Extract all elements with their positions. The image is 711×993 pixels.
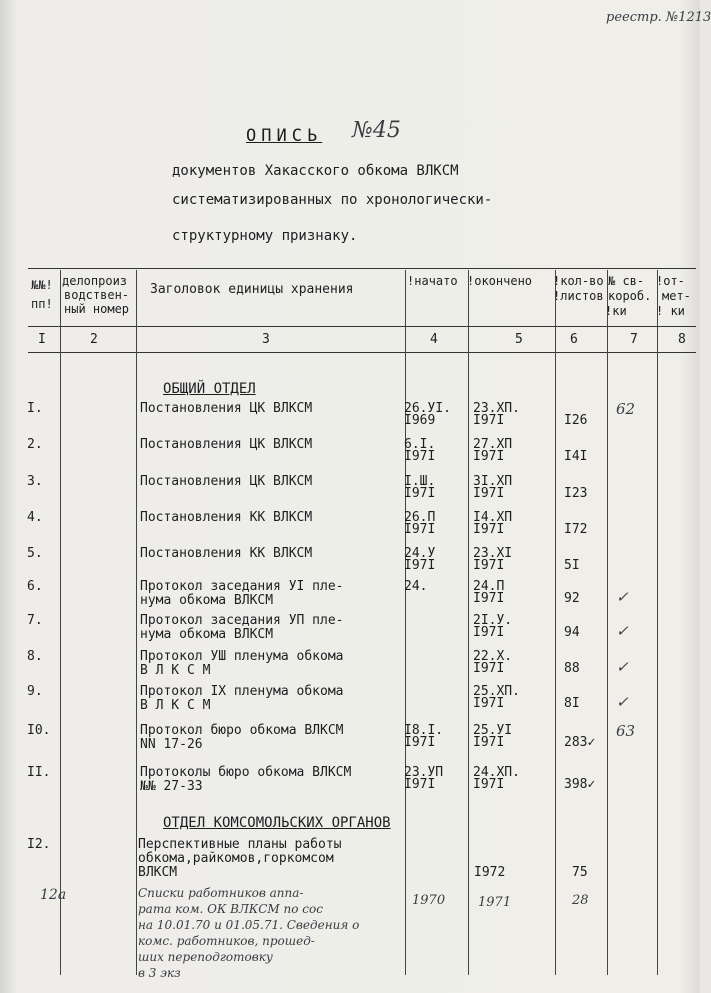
row-number: II. <box>27 765 51 780</box>
row-number: 6. <box>27 579 43 594</box>
row12-title-3: ВЛКСМ <box>138 865 178 880</box>
row-end-date: 3I.XП <box>473 474 513 489</box>
section-title-2: ОТДЕЛ КОМСОМОЛЬСКИХ ОРГАНОВ <box>163 815 391 831</box>
row-start-year: I97I <box>404 777 436 792</box>
row12a-title-5: ших переподготовку <box>138 950 273 964</box>
row-number: I0. <box>27 723 51 738</box>
header-c6b: !листов <box>553 289 604 303</box>
row-end-year: I97I <box>473 777 505 792</box>
header-c7b: короб. <box>608 289 652 303</box>
row-end-date: 24.XП. <box>473 765 520 780</box>
table-top-rule <box>28 268 696 269</box>
doc-title: ОПИСЬ <box>246 126 323 146</box>
row-start-year: I97I <box>404 449 436 464</box>
row-end-date: 25.УI <box>473 723 513 738</box>
header-c1b: пп! <box>31 297 53 311</box>
corner-registry-note: peecmp. №1213 <box>606 10 711 25</box>
header-c1a: №№! <box>31 278 53 292</box>
row12a-title-3: на 10.01.70 и 01.05.71. Сведения о <box>138 918 360 932</box>
row-start-year: I97I <box>404 486 436 501</box>
row-start-date: 24.У <box>404 546 436 561</box>
row-start-year: I97I <box>404 558 436 573</box>
row-start-date: 6.I. <box>404 437 436 452</box>
row-number: 2. <box>27 437 43 452</box>
title-line-1: документов Хакасского обкома ВЛКСМ <box>172 163 459 179</box>
row12a-end: 1971 <box>478 895 512 910</box>
row-title-cont: №№ 27-33 <box>140 779 203 794</box>
row12a-title-2: рата ком. ОК ВЛКСМ по сос <box>138 902 323 916</box>
row-end-year: I97I <box>473 696 505 711</box>
row12a-title-6: в 3 экз <box>138 966 181 980</box>
row-number: 5. <box>27 546 43 561</box>
row-sheet-count: I72 <box>564 522 588 537</box>
col-divider-2 <box>136 270 137 975</box>
row-sheet-count: 283✓ <box>564 735 596 750</box>
row-end-year: I97I <box>473 625 505 640</box>
row-end-year: I97I <box>473 449 505 464</box>
colnum-8: 8 <box>678 332 686 347</box>
col-divider-3 <box>405 270 406 975</box>
header-c3: Заголовок единицы хранения <box>150 282 354 297</box>
row-title: Протоколы бюро обкома ВЛКСМ <box>140 765 352 780</box>
row-end-date: I4.XП <box>473 510 513 525</box>
row-number: 9. <box>27 684 43 699</box>
header-c7a: № св- <box>608 274 645 288</box>
row-box-number: ✓ <box>616 588 629 606</box>
row-end-date: 27.XП <box>473 437 513 452</box>
row-start-date: 24. <box>404 579 428 594</box>
row12a-title-4: комс. работников, прошед- <box>138 934 315 948</box>
row-start-year: I97I <box>404 735 436 750</box>
row-end-date: 22.X. <box>473 649 513 664</box>
row12-title-2: обкома,райкомов,горкомсом <box>138 851 334 866</box>
row-sheet-count: 398✓ <box>564 777 596 792</box>
col-divider-6 <box>607 270 608 975</box>
header-c2c: ный номер <box>64 302 130 316</box>
row-number: 8. <box>27 649 43 664</box>
colnum-1: I <box>38 332 46 347</box>
row-number: 4. <box>27 510 43 525</box>
row-sheet-count: I26 <box>564 413 588 428</box>
row-end-date: 24.П <box>473 579 505 594</box>
header-c4: !начато <box>407 274 458 288</box>
row-box-number: 63 <box>616 722 636 740</box>
col-divider-5 <box>555 270 556 975</box>
row-end-year: I97I <box>473 558 505 573</box>
title-line-3: структурному признаку. <box>172 228 358 244</box>
row-end-year: I97I <box>473 413 505 428</box>
row-title: Постановления ЦК ВЛКСМ <box>140 474 313 489</box>
colnum-4: 4 <box>430 332 438 347</box>
row12-title-1: Перспективные планы работы <box>138 837 342 852</box>
row-sheet-count: I23 <box>564 486 588 501</box>
row-start-date: 26.П <box>404 510 436 525</box>
row12a-title-1: Списки работников аппа- <box>138 886 304 900</box>
row-end-year: I97I <box>473 591 505 606</box>
row12a-sheets: 28 <box>572 893 589 908</box>
row-end-date: 2I.У. <box>473 613 513 628</box>
row-start-date: I8.I. <box>404 723 444 738</box>
row12-sheets: 75 <box>572 865 588 880</box>
header-c8a: !от- <box>656 274 685 288</box>
row-start-date: 26.УI. <box>404 401 451 416</box>
row-start-date: 23.УП <box>404 765 444 780</box>
colnum-3: 3 <box>262 332 270 347</box>
row-sheet-count: 8I <box>564 696 580 711</box>
row-end-date: 23.XI <box>473 546 513 561</box>
row-end-date: 25.XП. <box>473 684 520 699</box>
row-end-year: I97I <box>473 486 505 501</box>
row-number: I. <box>27 401 43 416</box>
section-title-1: ОБЩИЙ ОТДЕЛ <box>163 381 256 397</box>
row-sheet-count: I4I <box>564 449 588 464</box>
row-number: 3. <box>27 474 43 489</box>
row12-end: I972 <box>474 865 506 880</box>
header-bottom-rule <box>28 326 696 327</box>
row-title-cont: В Л К С М <box>140 663 211 678</box>
row-start-date: I.Ш. <box>404 474 436 489</box>
header-c7c: !ки <box>605 304 627 318</box>
doc-number: №45 <box>352 118 401 143</box>
row-title: Постановления КК ВЛКСМ <box>140 510 313 525</box>
col-divider-7 <box>657 270 658 975</box>
title-line-2: систематизированных по хронологически- <box>172 192 493 208</box>
row-title: Постановления ЦК ВЛКСМ <box>140 437 313 452</box>
row-end-year: I97I <box>473 522 505 537</box>
col-divider-1 <box>60 270 61 975</box>
header-c8c: ! ки <box>656 304 685 318</box>
col-divider-4 <box>468 270 469 975</box>
row-sheet-count: 88 <box>564 661 580 676</box>
row-sheet-count: 92 <box>564 591 580 606</box>
row12-number: I2. <box>27 837 51 852</box>
row-title: Постановления КК ВЛКСМ <box>140 546 313 561</box>
header-c6a: !кол-во <box>553 274 604 288</box>
row-title: Постановления ЦК ВЛКСМ <box>140 401 313 416</box>
header-c2b: водствен- <box>64 288 130 302</box>
row-title: Протокол УШ пленума обкома <box>140 649 344 664</box>
row-sheet-count: 94 <box>564 625 580 640</box>
row-title: Протокол бюро обкома ВЛКСМ <box>140 723 344 738</box>
header-c2a: делопроиз <box>62 274 128 288</box>
row-start-year: I969 <box>404 413 436 428</box>
row-title: Протокол заседания УП пле- <box>140 613 344 628</box>
row-end-year: I97I <box>473 735 505 750</box>
row12a-number: 12а <box>40 887 67 903</box>
colnum-6: 6 <box>570 332 578 347</box>
row-title-cont: В Л К С М <box>140 698 211 713</box>
row-number: 7. <box>27 613 43 628</box>
row-title: Протокол IX пленума обкома <box>140 684 344 699</box>
row-title-cont: нума обкома ВЛКСМ <box>140 593 274 608</box>
row-title-cont: нума обкома ВЛКСМ <box>140 627 274 642</box>
row-sheet-count: 5I <box>564 558 580 573</box>
row-title: Протокол заседания УI пле- <box>140 579 344 594</box>
colnum-bottom-rule <box>28 352 696 353</box>
header-c8b: мет- <box>662 289 691 303</box>
row-box-number: ✓ <box>616 693 629 711</box>
row-end-date: 23.XП. <box>473 401 520 416</box>
colnum-2: 2 <box>90 332 98 347</box>
row-end-year: I97I <box>473 661 505 676</box>
row-title-cont: NN 17-26 <box>140 737 203 752</box>
row-start-year: I97I <box>404 522 436 537</box>
row-box-number: ✓ <box>616 622 629 640</box>
colnum-5: 5 <box>515 332 523 347</box>
row-box-number: ✓ <box>616 658 629 676</box>
colnum-7: 7 <box>630 332 638 347</box>
row-box-number: 62 <box>616 400 636 418</box>
header-c5: !окончено <box>467 274 533 288</box>
row12a-start: 1970 <box>412 893 446 908</box>
